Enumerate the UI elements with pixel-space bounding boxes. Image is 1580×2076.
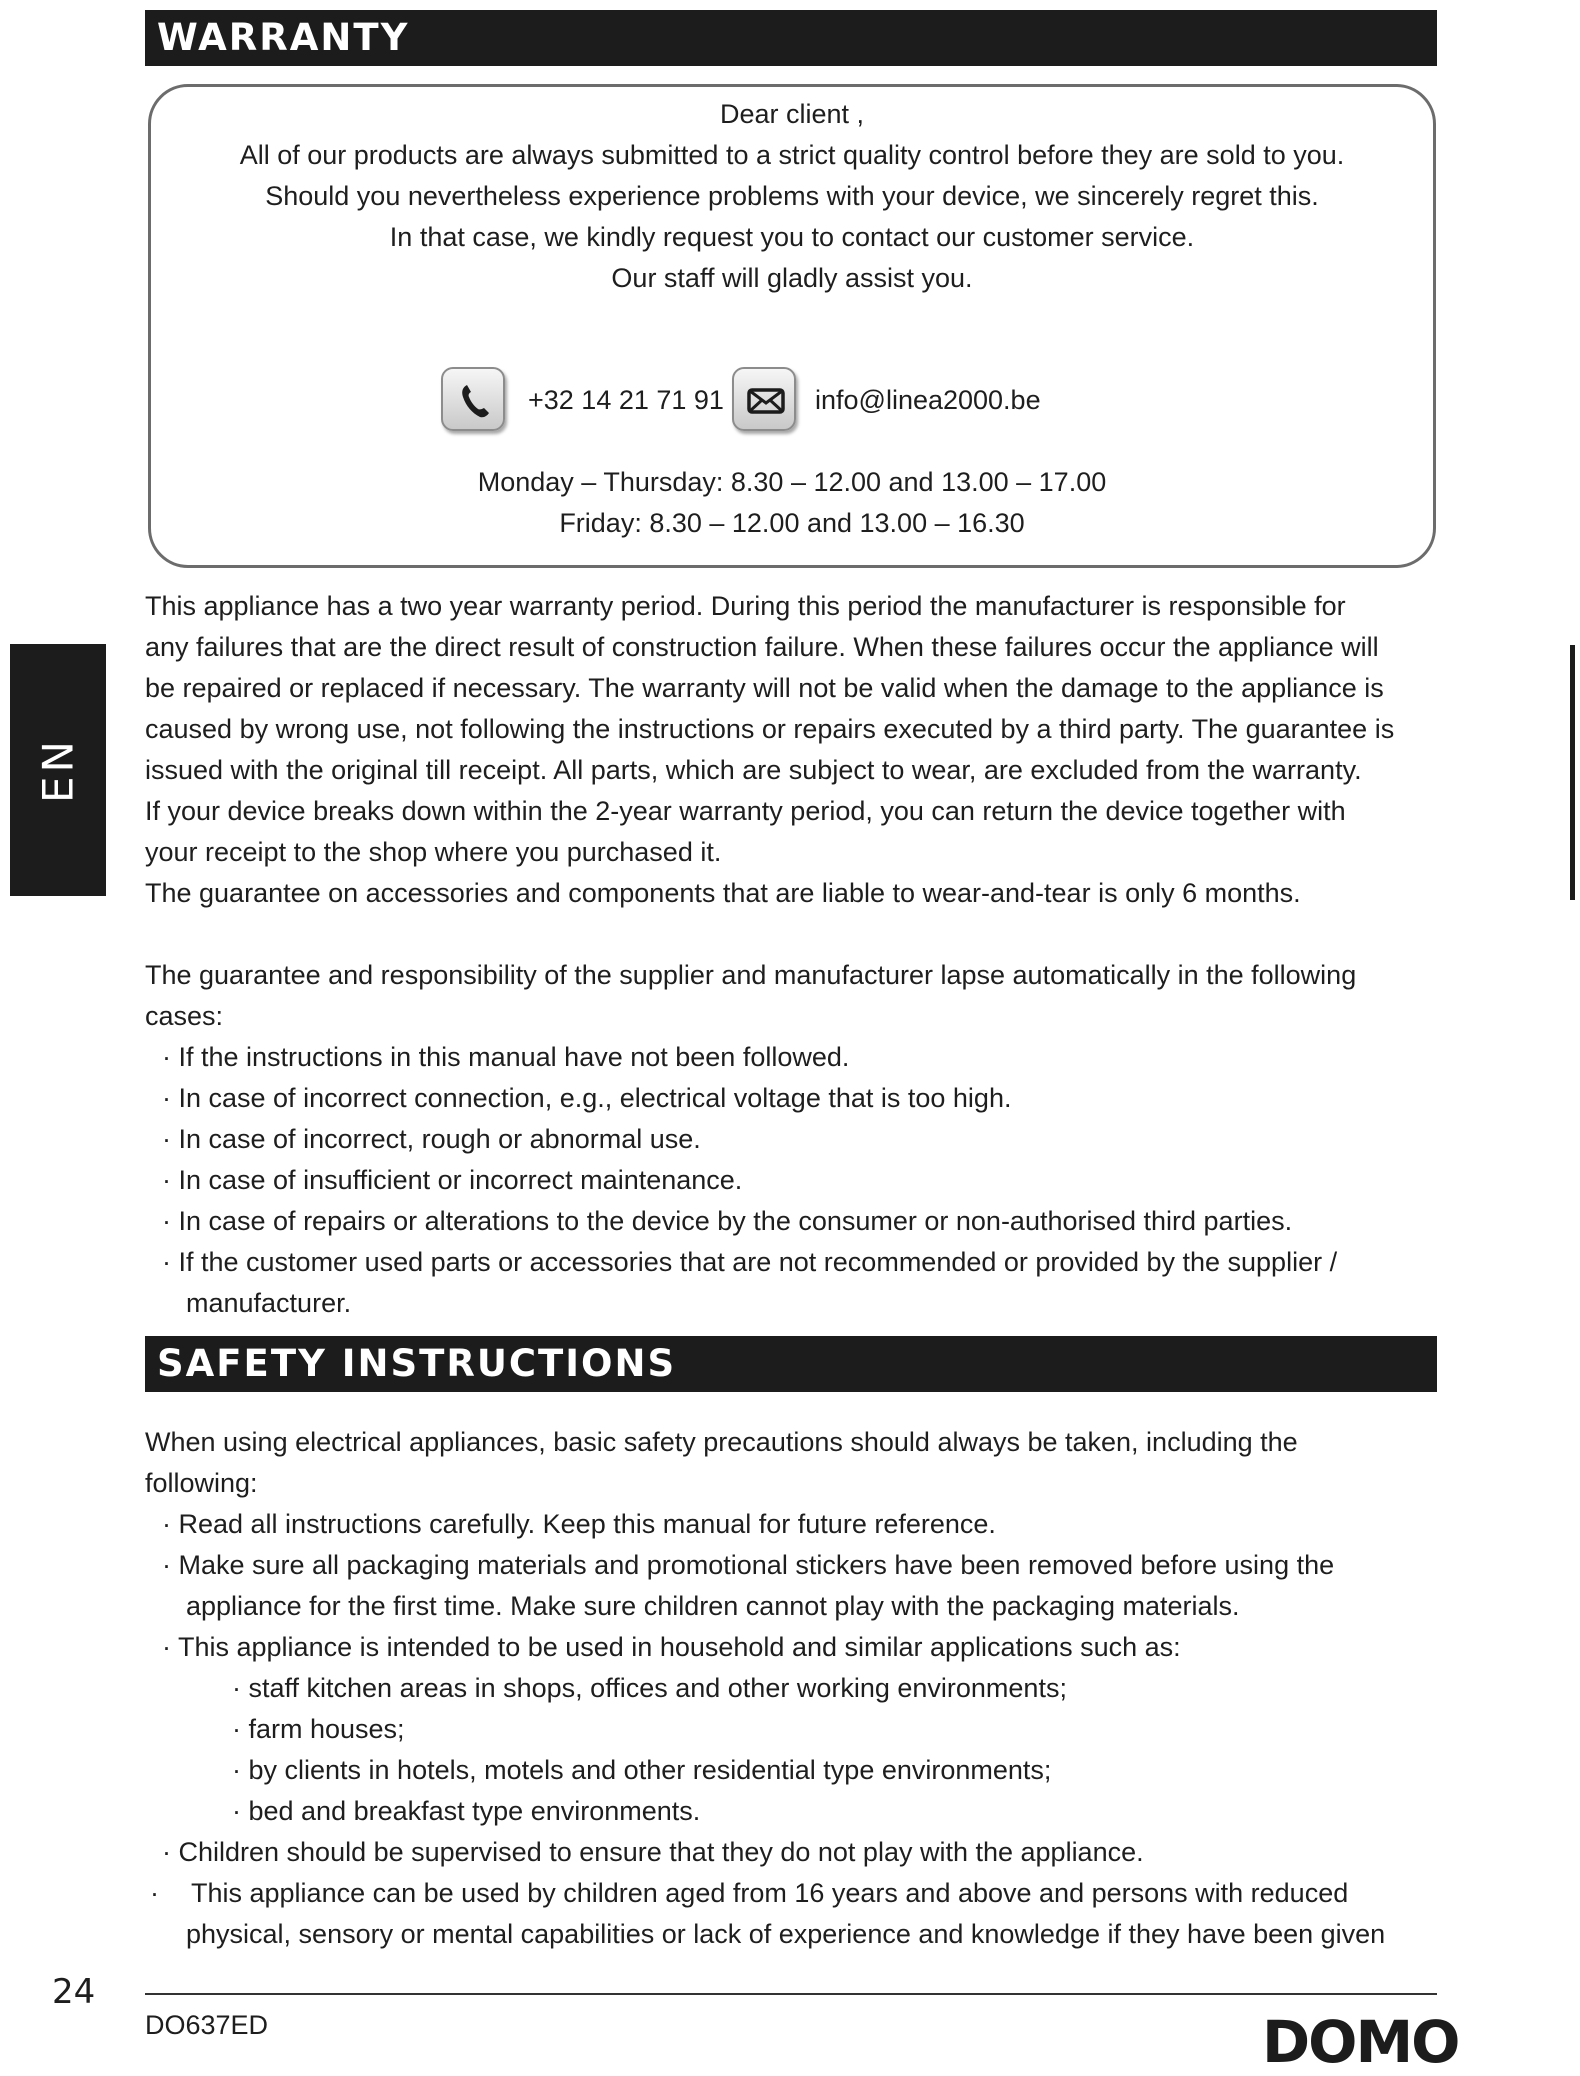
list-item-continuation: appliance for the first time. Make sure children cannot play with the packaging materials. <box>186 1591 1240 1621</box>
list-item: · Children should be supervised to ensure that they do not play with the appliance. <box>162 1837 1144 1867</box>
footer-divider <box>145 1993 1437 1995</box>
language-tab-label: EN <box>33 737 83 803</box>
page-number: 24 <box>52 1972 96 2012</box>
list-item: · If the customer used parts or accessories that are not recommended or provided by the supplier / <box>162 1247 1338 1277</box>
opening-hours: Monday – Thursday: 8.30 – 12.00 and 13.00 – 17.00 <box>477 467 1107 497</box>
list-item: · This appliance is intended to be used in household and similar applications such as: <box>162 1632 1181 1662</box>
warranty-text-line: be repaired or replaced if necessary. The warranty will not be valid when the damage to the appliance is <box>145 673 1384 703</box>
brand-logo: DOMO <box>1262 2008 1459 2076</box>
list-item: · Read all instructions carefully. Keep this manual for future reference. <box>162 1509 996 1539</box>
bullet-marker: · <box>150 1878 159 1908</box>
safety-heading: SAFETY INSTRUCTIONS <box>145 1336 1437 1392</box>
list-item: This appliance can be used by children aged from 16 years and above and persons with reduced <box>191 1878 1349 1908</box>
list-item-continuation: manufacturer. <box>186 1288 352 1318</box>
greeting-line: Dear client , <box>719 99 865 129</box>
warranty-text-line: issued with the original till receipt. All parts, which are subject to wear, are excluded from the warranty. <box>145 755 1362 785</box>
safety-text-line: following: <box>145 1468 258 1498</box>
warranty-heading: WARRANTY <box>145 10 1437 66</box>
list-item: · In case of repairs or alterations to the device by the consumer or non-authorised third parties. <box>162 1206 1293 1236</box>
warranty-text-line: The guarantee on accessories and components that are liable to wear-and-tear is only 6 months. <box>145 878 1301 908</box>
list-item: · In case of insufficient or incorrect maintenance. <box>162 1165 743 1195</box>
language-tab <box>10 644 106 896</box>
warranty-text-line: This appliance has a two year warranty period. During this period the manufacturer is responsible for <box>145 591 1346 621</box>
opening-hours: Friday: 8.30 – 12.00 and 13.00 – 16.30 <box>559 508 1025 538</box>
list-item: · In case of incorrect, rough or abnormal use. <box>162 1124 701 1154</box>
list-item: · Make sure all packaging materials and promotional stickers have been removed before using the <box>162 1550 1335 1580</box>
warranty-text-line: cases: <box>145 1001 224 1031</box>
warranty-text-line: If your device breaks down within the 2-year warranty period, you can return the device together with <box>145 796 1346 826</box>
sub-list-item: · by clients in hotels, motels and other residential type environments; <box>232 1755 1052 1785</box>
sub-list-item: · staff kitchen areas in shops, offices and other working environments; <box>232 1673 1067 1703</box>
safety-text-line: When using electrical appliances, basic safety precautions should always be taken, including the <box>145 1427 1298 1457</box>
list-item: · If the instructions in this manual have not been followed. <box>162 1042 850 1072</box>
model-number: DO637ED <box>145 2010 269 2040</box>
list-item: · In case of incorrect connection, e.g., electrical voltage that is too high. <box>162 1083 1012 1113</box>
envelope-icon <box>732 367 796 431</box>
warranty-text-line: caused by wrong use, not following the instructions or repairs executed by a third party. The guarantee is <box>145 714 1395 744</box>
sub-list-item: · bed and breakfast type environments. <box>232 1796 701 1826</box>
phone-icon <box>441 367 505 431</box>
warranty-text-line: The guarantee and responsibility of the supplier and manufacturer lapse automatically in the following <box>145 960 1357 990</box>
box-text-line: All of our products are always submitted to a strict quality control before they are sold to you. <box>239 140 1345 170</box>
warranty-text-line: any failures that are the direct result of construction failure. When these failures occur the appliance will <box>145 632 1379 662</box>
email-link[interactable]: info@linea2000.be <box>815 385 1041 415</box>
list-item-continuation: physical, sensory or mental capabilities or lack of experience and knowledge if they have been given <box>186 1919 1386 1949</box>
box-text-line: In that case, we kindly request you to contact our customer service. <box>389 222 1195 252</box>
phone-number[interactable]: +32 14 21 71 91 <box>528 385 724 415</box>
box-text-line: Should you nevertheless experience problems with your device, we sincerely regret this. <box>265 181 1319 211</box>
warranty-text-line: your receipt to the shop where you purchased it. <box>145 837 722 867</box>
sub-list-item: · farm houses; <box>232 1714 405 1744</box>
edge-marker <box>1570 645 1575 900</box>
box-text-line: Our staff will gladly assist you. <box>611 263 973 293</box>
